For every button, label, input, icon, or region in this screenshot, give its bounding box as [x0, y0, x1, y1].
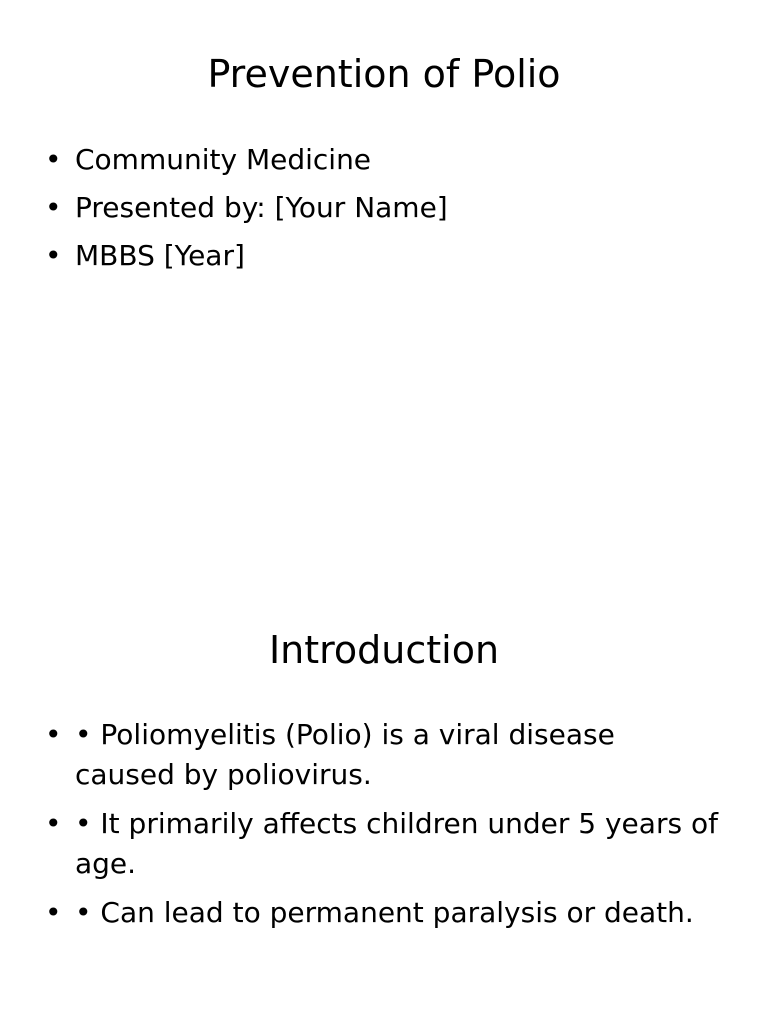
- bullet-item: [40, 188, 720, 228]
- bullet-text: Community Medicine: [75, 143, 372, 176]
- bullet-item: [40, 236, 720, 276]
- bullet-icon: •: [45, 239, 62, 272]
- bullet-text: Presented by: [Your Name]: [75, 191, 448, 224]
- bullet-icon: •: [45, 143, 62, 176]
- bullet-icon: •: [45, 718, 62, 751]
- bullet-item: [40, 893, 720, 933]
- slide-title: Prevention of Polio: [207, 52, 561, 96]
- slide-introduction: [0, 576, 768, 1024]
- slide-title: Introduction: [268, 628, 500, 672]
- bullet-item: [40, 804, 720, 884]
- bullet-text: • Poliomyelitis (Polio) is a viral disease caused by poliovirus.: [75, 718, 615, 791]
- bullet-icon: •: [45, 807, 62, 840]
- bullet-icon: •: [45, 896, 62, 929]
- bullet-text: MBBS [Year]: [75, 239, 245, 272]
- bullet-text: • Can lead to permanent paralysis or death.: [75, 896, 694, 929]
- bullet-text: • It primarily affects children under 5 years of age.: [75, 807, 718, 880]
- bullet-item: [40, 715, 720, 795]
- bullet-list: [40, 140, 720, 284]
- bullet-icon: •: [45, 191, 62, 224]
- bullet-list: [40, 715, 720, 942]
- bullet-item: [40, 140, 720, 180]
